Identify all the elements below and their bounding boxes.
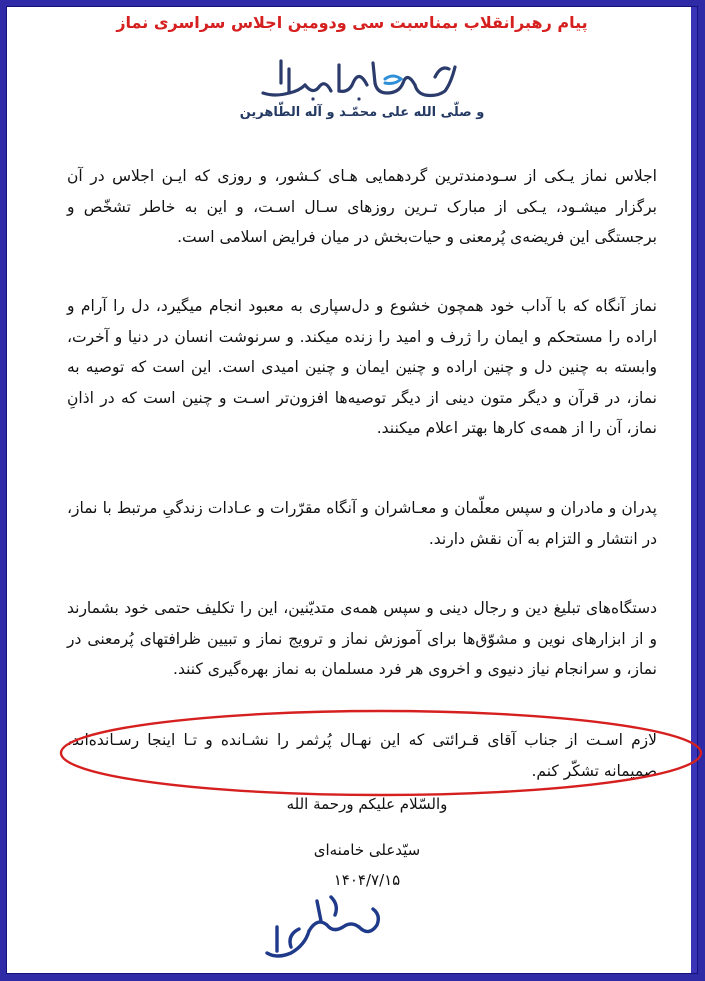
salawat-line: و صلّی الله علی محمّـد و آله الطّاهرین: [239, 105, 485, 120]
paragraph-5-highlighted: لازم اسـت از جناب آقای قـرائتی که این نهـال پُرثمر را نشـانده و تـا اینجا رسـانده‌اند، صمیمانه تشکّر کنم.: [67, 731, 657, 780]
handwritten-signature: [247, 887, 397, 967]
letter-date: ۱۴۰۴/۷/۱۵: [333, 871, 401, 889]
bismillah-calligraphy: [255, 53, 465, 105]
paragraph-1: اجلاس نماز یـکی از سـودمندترین گردهمایی هـای کـشور، و روزی که ایـن اجلاس در آن برگزار میشـود، یـکی از مبارک تـرین روزهای سـال اسـت، و این به خاطر تشخّص و برجستگی این فریضه‌ی پُرمعنی و حیات‌بخش در میان فرایض اسلامی است.: [67, 167, 657, 246]
letter-page: [6, 6, 698, 974]
paragraph-4: دستگاه‌های تبلیغ دین و رجال دینی و سپس همه‌ی متدیّنین، این را تکلیف حتمی خود بشمارند و از ابزارهای نوین و مشوّق‌ها برای آموزش نماز و ترویج نماز و تبیین ظرافتهای پُرمعنی در نماز، و سرانجام نیاز دنیوی و اخروی هر فرد مسلمان به نماز بهره‌گیری کنند.: [67, 599, 657, 678]
closing-salutation: والسّلام علیکم ورحمة الله: [286, 795, 448, 813]
paragraph-3: پدران و مادران و سپس معلّمان و معـاشران و آنگاه مقرّرات و عـادات زندگیِ مرتبط با نماز، در انتشار و التزام به آن نقش دارند.: [67, 499, 657, 548]
signatory-name: سیّدعلی خامنه‌ای: [313, 841, 421, 859]
page-headline: پیام رهبرانقلاب بمناسبت سی ودومین اجلاس سراسری نماز: [116, 13, 588, 32]
page-edge-strip: [691, 7, 697, 973]
paragraph-2: نماز آنگاه که با آداب خود همچون خشوع و دل‌سپاری به معبود انجام میگیرد، دل را آرام و اراده را مستحکم و ایمان را ژرف و امید را زنده میکند. و سرنوشت انسان در دنیا و آخرت، وابسته به چنین دل و چنین اراده و چنین ایمان و چنین امیدی است. این است که توصیه به نماز، در قرآن و دیگر متون دینی از دیگر توصیه‌ها افزون‌تر اسـت و چنین است که در اذانِ نماز، آن را از همه‌ی کارها بهتر اعلام میکنند.: [67, 297, 657, 437]
